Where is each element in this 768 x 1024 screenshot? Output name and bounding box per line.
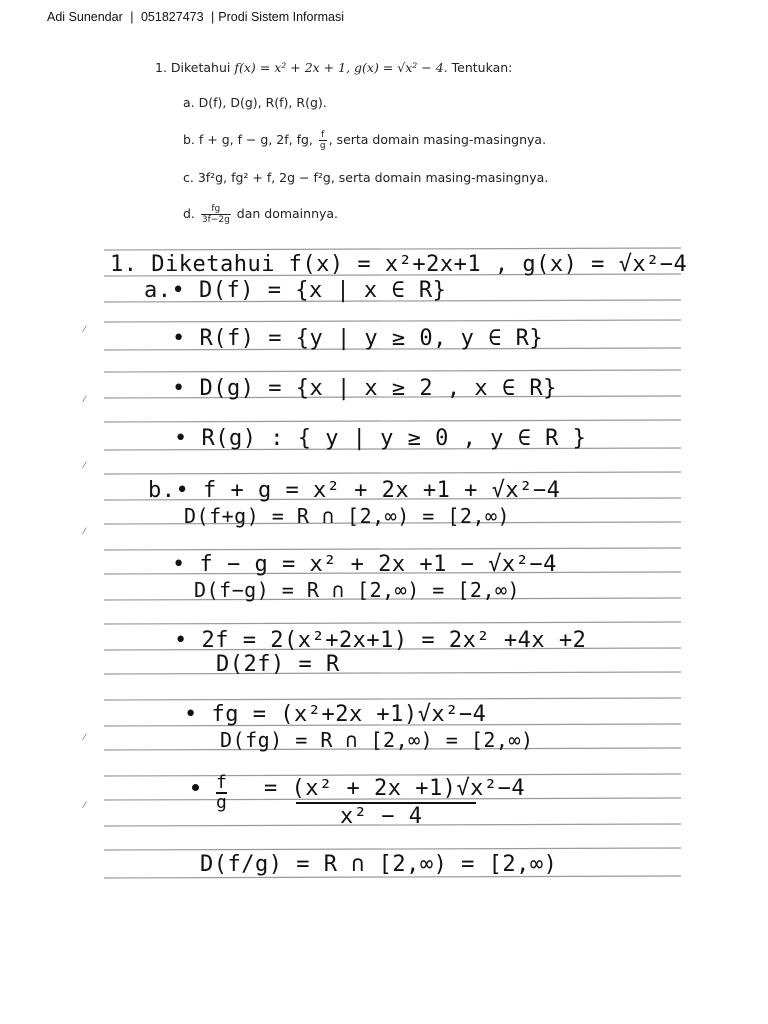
answer-line-3: • R(f) = {y | y ≥ 0, y ∈ R} (172, 326, 544, 351)
g-definition: g(x) = √x² − 4. (354, 60, 448, 75)
problem-intro: 1. Diketahui f(x) = x² + 2x + 1, g(x) = √x² − 4. Tentukan: (155, 60, 513, 75)
f-definition: f(x) = x² + 2x + 1, (234, 60, 351, 75)
margin-mark: ⁄ (84, 324, 86, 334)
problem-part-b: b. f + g, f − g, 2f, fg, $\frac{f}{g}$ , serta domain masing-masingnya. (183, 130, 547, 151)
author-name: Adi Sunendar (47, 10, 123, 24)
problem-part-a: a. D(f), D(g), R(f), R(g). (183, 95, 327, 110)
answer-line-15: D(f/g) = R ∩ [2,∞) = [2,∞) (200, 852, 558, 877)
margin-mark: ⁄ (84, 800, 86, 810)
problem-part-d: d. $\frac{fg}{3f-2g}$ dan domainnya. (183, 204, 339, 225)
answer-line-12: • fg = (x²+2x +1)√x²−4 (184, 702, 487, 727)
student-id: 051827473 (140, 10, 204, 24)
answer-line-11: D(2f) = R (216, 652, 340, 677)
answer-line-1: 1. Diketahui f(x) = x²+2x+1 , g(x) = √x²−4 (110, 252, 688, 277)
answer-line-14-denominator: x² − 4 (340, 804, 423, 829)
answer-line-8: • f − g = x² + 2x +1 − √x²−4 (172, 552, 557, 577)
margin-mark: ⁄ (84, 732, 86, 742)
margin-mark: ⁄ (84, 394, 86, 404)
bullet (192, 784, 199, 791)
problem-part-c: c. 3f²g, fg² + f, 2g − f²g, serta domain masing-masingnya. (183, 170, 549, 185)
f-over-g-handwritten: f g (216, 772, 227, 813)
f-over-g-fraction: $\frac{f}{g}$ (319, 130, 326, 151)
answer-line-9: D(f−g) = R ∩ [2,∞) = [2,∞) (194, 578, 521, 602)
handwritten-answer-sheet (84, 238, 688, 890)
answer-line-14-rhs: = (x² + 2x +1)√x²−4 (264, 776, 526, 801)
answer-line-4: • D(g) = {x | x ≥ 2 , x ∈ R} (172, 376, 557, 401)
margin-mark: ⁄ (84, 460, 86, 470)
answer-line-6: b.• f + g = x² + 2x +1 + √x²−4 (148, 478, 561, 503)
document-header: Adi Sunendar | 051827473 | Prodi Sistem Informasi (47, 10, 345, 24)
fg-over-3f-2g-fraction: $\frac{fg}{3f-2g}$ (201, 204, 230, 225)
answer-line-7: D(f+g) = R ∩ [2,∞) = [2,∞) (184, 504, 511, 528)
study-program: Prodi Sistem Informasi (218, 10, 345, 24)
answer-line-2: a.• D(f) = {x | x ∈ R} (144, 278, 447, 303)
answer-line-13: D(fg) = R ∩ [2,∞) = [2,∞) (220, 728, 534, 752)
answer-line-10: • 2f = 2(x²+2x+1) = 2x² +4x +2 (174, 628, 587, 653)
answer-line-5: • R(g) : { y | y ≥ 0 , y ∈ R } (174, 426, 587, 451)
margin-mark: ⁄ (84, 526, 86, 536)
